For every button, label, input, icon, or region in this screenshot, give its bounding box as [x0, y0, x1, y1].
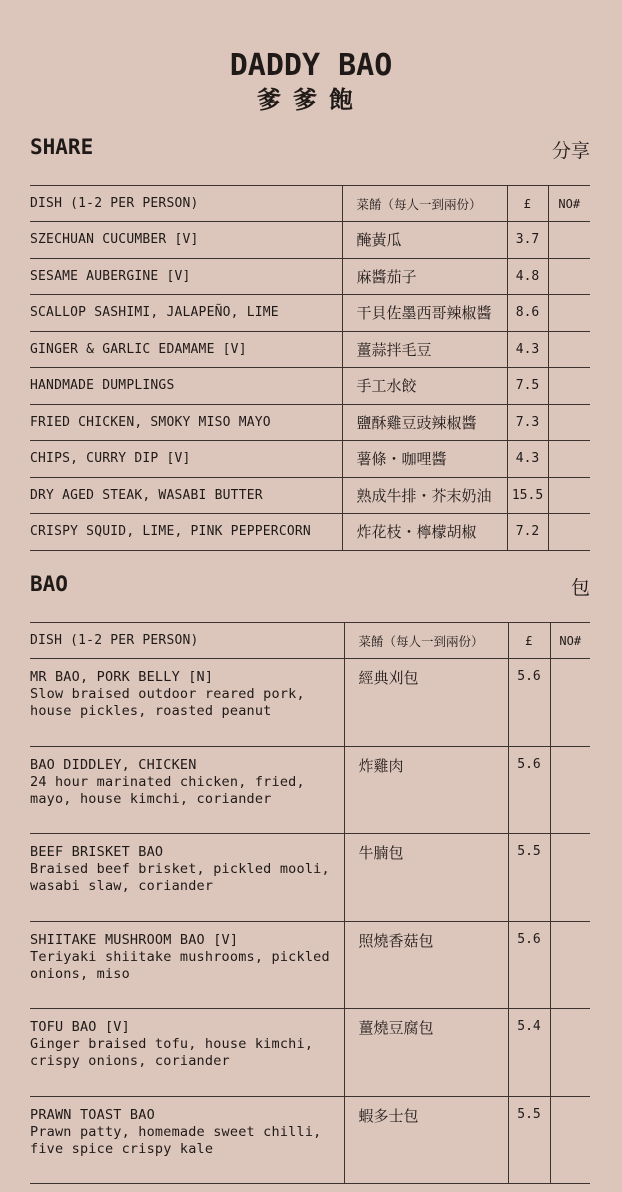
dish-description: Slow braised outdoor reared pork, house pickles, roasted peanut: [30, 686, 305, 719]
section-title-share-chinese: 分享: [551, 140, 590, 162]
dish-price: 7.3: [507, 404, 548, 441]
dish-name: MR BAO, PORK BELLY [N]: [30, 669, 214, 685]
section-title-bao-chinese: 包: [570, 577, 590, 599]
dish-price: 5.6: [508, 659, 550, 747]
bao-menu-table: [30, 622, 590, 1184]
order-quantity-cell[interactable]: [550, 834, 590, 922]
dish-price: 7.5: [507, 368, 548, 405]
table-row: [30, 404, 590, 441]
dish-price: 5.6: [508, 921, 550, 1009]
order-quantity-cell[interactable]: [548, 295, 590, 332]
table-row: [30, 834, 590, 922]
dish-name: FRIED CHICKEN, SMOKY MISO MAYO: [30, 404, 342, 441]
dish-name-chinese: 炸花枝・檸檬胡椒: [342, 514, 507, 551]
dish-name-chinese: 經典刈包: [344, 659, 508, 747]
dish-price: 15.5: [507, 477, 548, 514]
dish-price: 4.3: [507, 441, 548, 478]
table-row: [30, 1009, 590, 1097]
order-quantity-cell[interactable]: [548, 368, 590, 405]
dish-description: Teriyaki shiitake mushrooms, pickled onions, miso: [30, 948, 330, 982]
dish-name: PRAWN TOAST BAO: [30, 1106, 155, 1123]
share-menu-table: [30, 185, 590, 551]
dish-price: 4.3: [507, 331, 548, 368]
table-row: [30, 222, 590, 259]
dish-price: 5.5: [508, 834, 550, 922]
dish-name: CHIPS, CURRY DIP [V]: [30, 441, 342, 478]
table-row: [30, 331, 590, 368]
order-quantity-cell[interactable]: [548, 222, 590, 259]
section-title-share: SHARE: [30, 135, 94, 159]
dish-name: GINGER & GARLIC EDAMAME [V]: [30, 331, 342, 368]
column-header-dish-chinese: 菜餚（每人一到兩份）: [342, 186, 507, 222]
column-header-number: NO#: [548, 186, 590, 222]
order-quantity-cell[interactable]: [550, 659, 590, 747]
dish-name-chinese: 炸雞肉: [344, 746, 508, 834]
dish-name: BAO DIDDLEY, CHICKEN: [30, 756, 197, 773]
column-header-dish: DISH (1-2 PER PERSON): [30, 186, 342, 222]
dish-name-chinese: 手工水餃: [342, 368, 507, 405]
dish-name: CRISPY SQUID, LIME, PINK PEPPERCORN: [30, 514, 342, 551]
table-row: [30, 368, 590, 405]
order-quantity-cell[interactable]: [548, 258, 590, 295]
order-quantity-cell[interactable]: [548, 331, 590, 368]
dish-name-chinese: 牛腩包: [344, 834, 508, 922]
bao-dish-cell: [30, 834, 344, 922]
section-title-bao: BAO: [30, 572, 68, 596]
dish-price: 7.2: [507, 514, 548, 551]
order-quantity-cell[interactable]: [550, 1096, 590, 1184]
order-quantity-cell[interactable]: [548, 477, 590, 514]
dish-price: 3.7: [507, 222, 548, 259]
table-row: [30, 295, 590, 332]
bao-dish-cell: [30, 659, 344, 747]
dish-name: BEEF BRISKET BAO: [30, 844, 164, 860]
bao-dish-cell: [30, 921, 344, 1009]
restaurant-name: DADDY BAO: [229, 48, 393, 83]
table-row: [30, 441, 590, 478]
column-header-number: NO#: [550, 623, 590, 659]
dish-description: 24 hour marinated chicken, fried, mayo, house kimchi, coriander: [30, 773, 305, 807]
dish-name: SCALLOP SASHIMI, JALAPEÑO, LIME: [30, 295, 342, 332]
order-quantity-cell[interactable]: [550, 1009, 590, 1097]
order-quantity-cell[interactable]: [548, 441, 590, 478]
dish-name: DRY AGED STEAK, WASABI BUTTER: [30, 477, 342, 514]
order-quantity-cell[interactable]: [550, 746, 590, 834]
dish-price: 5.4: [508, 1009, 550, 1097]
bao-header-row: [30, 623, 590, 659]
dish-name: TOFU BAO [V]: [30, 1019, 130, 1035]
dish-name: SHIITAKE MUSHROOM BAO [V]: [30, 931, 239, 948]
dish-name: SESAME AUBERGINE [V]: [30, 258, 342, 295]
dish-description: Prawn patty, homemade sweet chilli, five spice crispy kale: [30, 1123, 322, 1157]
table-row: [30, 477, 590, 514]
dish-name-chinese: 薑燒豆腐包: [344, 1009, 508, 1097]
dish-description: Ginger braised tofu, house kimchi, crispy onions, coriander: [30, 1036, 314, 1069]
dish-name: SZECHUAN CUCUMBER [V]: [30, 222, 342, 259]
share-header-row: [30, 186, 590, 222]
column-header-price: £: [507, 186, 548, 222]
dish-name-chinese: 干貝佐墨西哥辣椒醬: [342, 295, 507, 332]
dish-name-chinese: 照燒香菇包: [344, 921, 508, 1009]
column-header-price: £: [508, 623, 550, 659]
dish-price: 5.5: [508, 1096, 550, 1184]
order-quantity-cell[interactable]: [548, 404, 590, 441]
dish-price: 8.6: [507, 295, 548, 332]
column-header-dish: DISH (1-2 PER PERSON): [30, 623, 344, 659]
table-row: [30, 921, 590, 1009]
restaurant-name-chinese: 爹爹飽: [257, 85, 365, 114]
bao-dish-cell: [30, 746, 344, 834]
dish-price: 4.8: [507, 258, 548, 295]
table-row: [30, 258, 590, 295]
bao-dish-cell: [30, 1096, 344, 1184]
dish-name-chinese: 薑蒜拌毛豆: [342, 331, 507, 368]
dish-name-chinese: 鹽酥雞豆豉辣椒醬: [342, 404, 507, 441]
table-row: [30, 1096, 590, 1184]
dish-name-chinese: 醃黃瓜: [342, 222, 507, 259]
order-quantity-cell[interactable]: [550, 921, 590, 1009]
dish-name-chinese: 熟成牛排・芥末奶油: [342, 477, 507, 514]
dish-price: 5.6: [508, 746, 550, 834]
bao-dish-cell: [30, 1009, 344, 1097]
order-quantity-cell[interactable]: [548, 514, 590, 551]
dish-name-chinese: 薯條・咖哩醬: [342, 441, 507, 478]
dish-name: HANDMADE DUMPLINGS: [30, 368, 342, 405]
dish-description: Braised beef brisket, pickled mooli, wasabi slaw, coriander: [30, 861, 330, 894]
table-row: [30, 514, 590, 551]
column-header-dish-chinese: 菜餚（每人一到兩份）: [344, 623, 508, 659]
table-row: [30, 746, 590, 834]
dish-name-chinese: 麻醬茄子: [342, 258, 507, 295]
table-row: [30, 659, 590, 747]
dish-name-chinese: 蝦多士包: [344, 1096, 508, 1184]
